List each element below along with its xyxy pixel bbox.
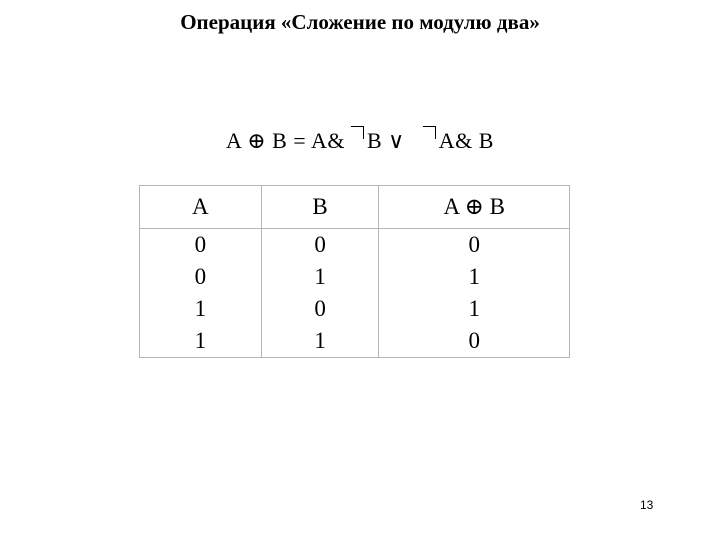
negation-symbol: [351, 126, 364, 139]
table-row: [140, 293, 570, 325]
cell: 0: [261, 229, 379, 262]
formula-part-3: A& B: [438, 128, 494, 153]
cell: 1: [261, 261, 379, 293]
header-xor: A ⊕ B: [379, 186, 570, 229]
cell: 0: [140, 229, 262, 262]
cell: 0: [261, 293, 379, 325]
header-b: B: [261, 186, 379, 229]
formula: [0, 126, 720, 154]
formula-part-1: A ⊕ B = A&: [226, 128, 345, 153]
cell: 0: [379, 325, 570, 358]
table-row: [140, 261, 570, 293]
cell: 1: [261, 325, 379, 358]
slide-title: Операция «Сложение по модулю два»: [180, 10, 540, 34]
truth-table: [139, 185, 570, 358]
page-number: 13: [640, 498, 654, 512]
cell: 1: [379, 293, 570, 325]
cell: 1: [379, 261, 570, 293]
header-a: A: [140, 186, 262, 229]
cell: 1: [140, 293, 262, 325]
table-row: [140, 229, 570, 262]
negation-symbol: [423, 126, 436, 139]
cell: 0: [379, 229, 570, 262]
cell: 1: [140, 325, 262, 358]
cell: 0: [140, 261, 262, 293]
table-row: [140, 325, 570, 358]
table-header-row: [140, 186, 570, 229]
formula-part-2: B ∨: [367, 128, 405, 153]
